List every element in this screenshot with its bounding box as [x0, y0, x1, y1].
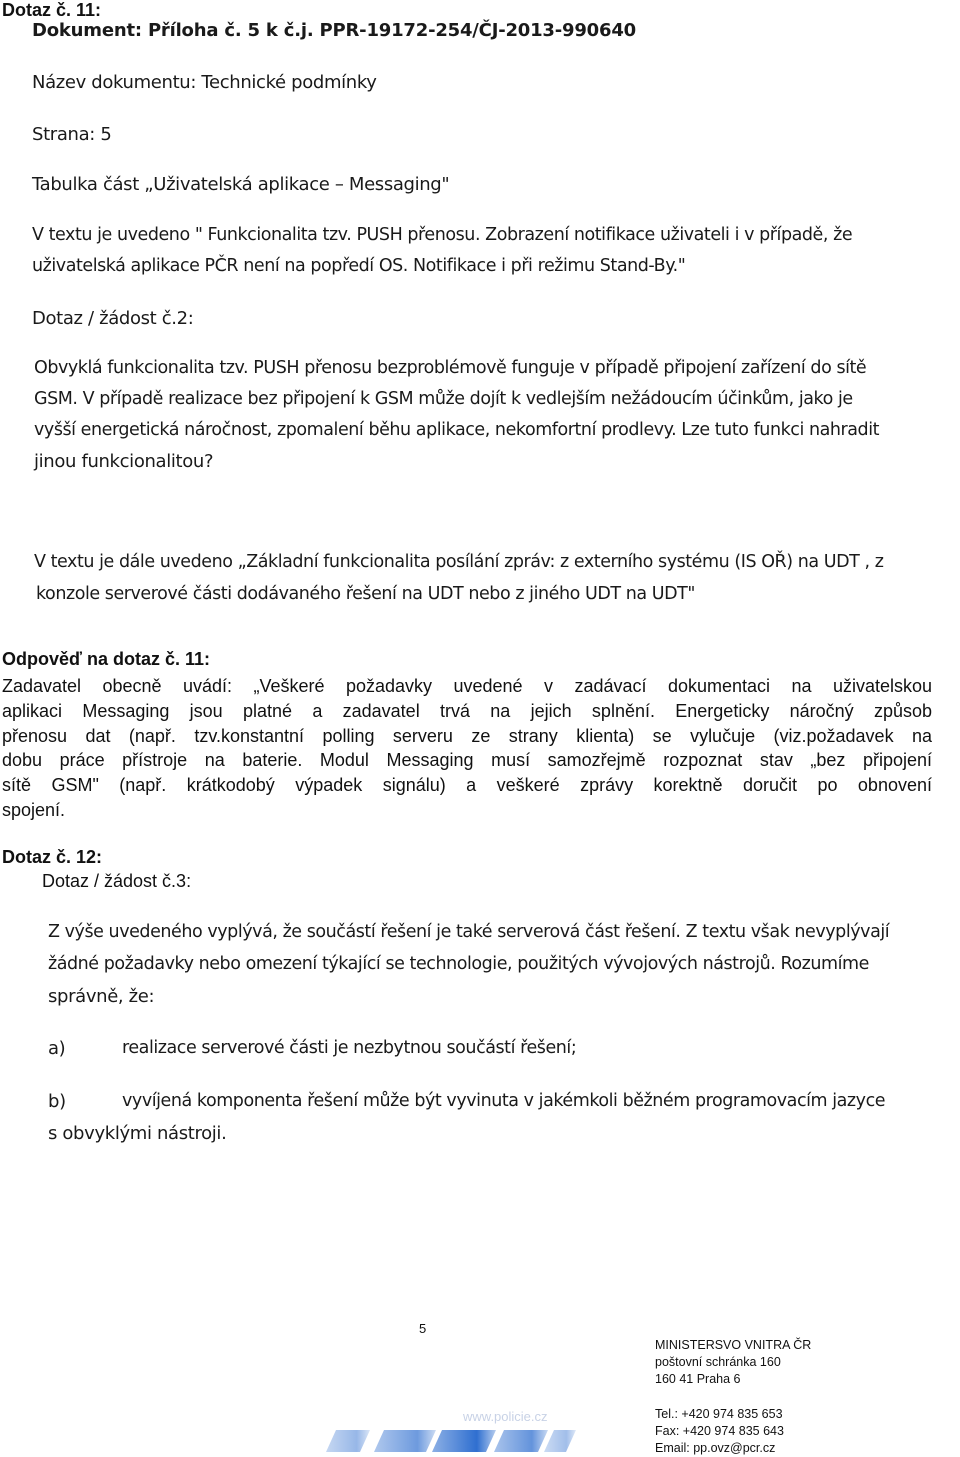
answer-line: aplikaci Messaging jsou platné a zadavatel trvá na jejich splnění. Energeticky náročný způsob — [2, 700, 932, 721]
footer-website[interactable]: www.policie.cz — [463, 1409, 548, 1424]
footer-city: 160 41 Praha 6 — [655, 1372, 741, 1386]
list-item-b-continued: s obvyklými nástroji. — [48, 1123, 227, 1144]
footer-phone: Tel.: +420 974 835 653 — [655, 1407, 783, 1421]
quoted-text-line: V textu je uvedeno " Funkcionalita tzv. PUSH přenosu. Zobrazení notifikace uživateli i v případě, že — [32, 225, 853, 245]
request-3-text-line: správně, že: — [48, 986, 155, 1007]
document-reference: Dokument: Příloha č. 5 k č.j. PPR-19172-254/ČJ-2013-990640 — [32, 20, 636, 41]
stripe-segment — [374, 1430, 436, 1452]
page-number: 5 — [419, 1321, 427, 1336]
request-2-text-line: GSM. V případě realizace bez připojení k GSM může dojít k vedlejším nežádoucím účinkům, jako je — [34, 389, 853, 409]
list-item-b: vyvíjená komponenta řešení může být vyvinuta v jakémkoli běžném programovacím jazyce — [122, 1091, 886, 1111]
stripe-segment — [494, 1430, 548, 1452]
page-line: Strana: 5 — [32, 124, 112, 145]
question-12-heading: Dotaz č. 12: — [2, 847, 103, 867]
answer-line: dobu práce přístroje na baterie. Modul Messaging musí samozřejmě rozpoznat stav „bez připojení — [2, 750, 932, 771]
answer-11-heading: Odpověď na dotaz č. 11: — [2, 649, 210, 669]
footer-stripe-graphic — [318, 1430, 578, 1452]
footer-email: Email: pp.ovz@pcr.cz — [655, 1441, 776, 1455]
stripe-segment — [326, 1430, 370, 1452]
request-2-text-line: vyšší energetická náročnost, zpomalení běhu aplikace, nekomfortní prodlevy. Lze tuto funkci nahradit — [34, 420, 880, 440]
document-name-line: Název dokumentu: Technické podmínky — [32, 72, 377, 93]
footer-address — [655, 1337, 811, 1388]
list-marker-b: b) — [48, 1091, 66, 1112]
answer-line: přenosu dat (např. tzv.konstantní polling serveru ze strany klienta) se vylučuje (viz.požadavek na — [2, 725, 932, 746]
footer-org-name: MINISTERSVO VNITRA ČR — [655, 1338, 812, 1352]
footer-contact — [655, 1406, 784, 1457]
further-text-line: konzole serverové části dodávaného řešení na UDT nebo z jiného UDT na UDT" — [36, 584, 695, 604]
request-2-text-line: Obvyklá funkcionalita tzv. PUSH přenosu bezproblémově funguje v případě připojení zařízení do sítě — [34, 358, 867, 378]
list-marker-a: a) — [48, 1038, 66, 1059]
quoted-text-line: uživatelská aplikace PČR není na popředí OS. Notifikace i při režimu Stand-By." — [32, 256, 686, 276]
stripe-segment — [544, 1430, 576, 1452]
footer-po-box: poštovní schránka 160 — [655, 1355, 781, 1369]
request-2-heading: Dotaz / žádost č.2: — [32, 308, 194, 329]
request-3-text-line: žádné požadavky nebo omezení týkající se technologie, použitých vývojových nástrojů. Rozumíme — [48, 954, 869, 974]
question-11-heading: Dotaz č. 11: — [2, 0, 102, 20]
table-section-line: Tabulka část „Uživatelská aplikace – Messaging" — [32, 174, 450, 195]
stripe-segment — [432, 1430, 496, 1452]
footer-fax: Fax: +420 974 835 643 — [655, 1424, 784, 1438]
list-item-a: realizace serverové části je nezbytnou součástí řešení; — [122, 1038, 577, 1058]
answer-line: sítě GSM" (např. krátkodobý výpadek signálu) a veškeré zprávy korektně doručit po obnovení — [2, 775, 932, 796]
further-text-line: V textu je dále uvedeno „Základní funkcionalita posílání zpráv: z externího systému (IS OŘ) na UDT , z — [34, 552, 884, 572]
answer-line: spojení. — [2, 799, 66, 820]
answer-line: Zadavatel obecně uvádí: „Veškeré požadavky uvedené v zadávací dokumentaci na uživatelskou — [2, 676, 932, 696]
request-2-text-line: jinou funkcionalitou? — [34, 451, 214, 472]
request-3-text-line: Z výše uvedeného vyplývá, že součástí řešení je také serverová část řešení. Z textu však nevyplývají — [48, 922, 890, 942]
request-3-heading: Dotaz / žádost č.3: — [42, 871, 192, 891]
answer-11-body — [2, 674, 932, 823]
